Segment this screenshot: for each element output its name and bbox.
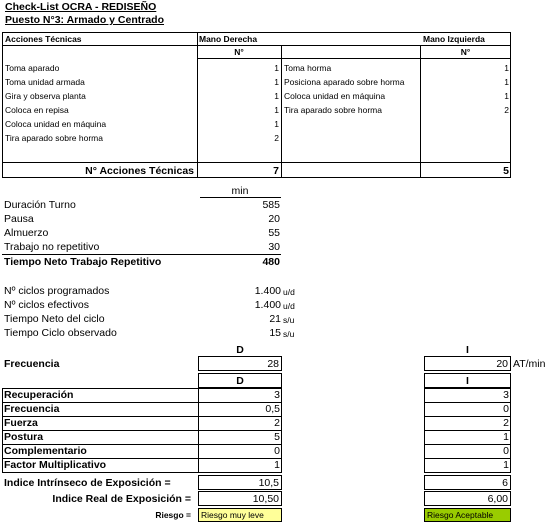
cycle-row-label: Tiempo Ciclo observado: [4, 327, 117, 339]
frequency-unit: AT/min: [513, 358, 546, 370]
cycle-row-value: 1.400: [254, 299, 281, 311]
total-left-hand: 5: [503, 165, 509, 177]
intrinsic-index-i: 6: [424, 475, 511, 490]
factor-i-value: 2: [503, 417, 509, 429]
left-hand-item-count: 1: [504, 91, 509, 101]
factor-i-value: 0: [503, 445, 509, 457]
right-hand-header: Mano Derecha: [199, 34, 258, 44]
left-hand-item-label: Posiciona aparado sobre horma: [284, 77, 405, 87]
cycle-row-unit: u/d: [283, 287, 295, 297]
cycle-row-unit: u/d: [283, 301, 295, 311]
time-row-value: 20: [268, 213, 280, 225]
real-index-d: 10,50: [198, 491, 282, 506]
right-hand-n-header: N°: [234, 47, 244, 57]
time-row-value: 585: [262, 199, 280, 211]
right-hand-item-label: Coloca en repisa: [5, 105, 69, 115]
right-hand-item-count: 2: [274, 133, 279, 143]
freq-d-header: D: [236, 344, 244, 356]
factor-d-value: 0: [274, 445, 280, 457]
frequency-i-value: 20: [424, 356, 511, 371]
factor-i-value: 1: [503, 459, 509, 471]
factor-i-value: 1: [503, 431, 509, 443]
page-subtitle: Puesto N°3: Armado y Centrado: [5, 14, 165, 26]
cycle-row-label: Tiempo Neto del ciclo: [4, 313, 105, 325]
cycle-row-label: Nº ciclos programados: [4, 285, 110, 297]
factor-d-value: 2: [274, 417, 280, 429]
cycle-row-label: Nº ciclos efectivos: [4, 299, 89, 311]
time-row-label: Duración Turno: [4, 199, 76, 211]
left-hand-item-label: Coloca unidad en máquina: [284, 91, 386, 101]
left-hand-item-label: Tira aparado sobre horma: [284, 105, 382, 115]
factor-label: Factor Multiplicativo: [4, 459, 107, 471]
net-time-label: Tiempo Neto Trabajo Repetitivo: [4, 256, 162, 268]
factor-label: Frecuencia: [4, 403, 60, 415]
right-hand-item-count: 1: [274, 119, 279, 129]
factors-d-header: D: [198, 373, 282, 388]
right-hand-item-label: Tira aparado sobre horma: [5, 133, 103, 143]
cycle-row-unit: s/u: [283, 329, 295, 339]
cycle-row-value: 15: [269, 327, 281, 339]
intrinsic-index-d: 10,5: [198, 475, 282, 490]
right-hand-item-label: Gira y observa planta: [5, 91, 86, 101]
time-row-value: 30: [268, 241, 280, 253]
freq-i-header: I: [466, 344, 469, 356]
intrinsic-index-label: Indice Intrínseco de Exposición =: [4, 477, 171, 489]
risk-label: Riesgo =: [155, 510, 191, 520]
cycle-row-value: 1.400: [254, 285, 281, 297]
right-hand-item-count: 1: [274, 91, 279, 101]
real-index-i: 6,00: [424, 491, 511, 506]
time-unit-header: min: [231, 185, 249, 197]
time-row-label: Almuerzo: [4, 227, 49, 239]
factor-label: Complementario: [4, 445, 87, 457]
right-hand-item-count: 1: [274, 105, 279, 115]
time-row-label: Trabajo no repetitivo: [4, 241, 100, 253]
left-hand-header: Mano Izquierda: [423, 34, 485, 44]
factor-i-value: 3: [503, 389, 509, 401]
left-hand-item-label: Toma horma: [284, 63, 332, 73]
right-hand-item-label: Coloca unidad en máquina: [5, 119, 107, 129]
total-actions-label: N° Acciones Técnicas: [85, 165, 194, 177]
risk-i-badge: Riesgo Aceptable: [424, 508, 511, 522]
factor-d-value: 5: [274, 431, 280, 443]
risk-d-badge: Riesgo muy leve: [198, 508, 282, 522]
right-hand-item-count: 1: [274, 63, 279, 73]
time-row-value: 55: [268, 227, 280, 239]
right-hand-item-label: Toma aparado: [5, 63, 60, 73]
net-time-value: 480: [262, 256, 280, 268]
right-hand-item-count: 1: [274, 77, 279, 87]
frequency-label: Frecuencia: [4, 358, 60, 370]
left-hand-item-count: 1: [504, 63, 509, 73]
factor-label: Postura: [4, 431, 44, 443]
actions-header-label: Acciones Técnicas: [5, 34, 82, 44]
left-hand-item-count: 2: [504, 105, 509, 115]
frequency-d-value: 28: [198, 356, 282, 371]
left-hand-item-count: 1: [504, 77, 509, 87]
factor-d-value: 3: [274, 389, 280, 401]
page-title: Check-List OCRA - REDISEÑO: [5, 1, 157, 13]
factor-i-value: 0: [503, 403, 509, 415]
factor-d-value: 0,5: [265, 403, 280, 415]
right-hand-item-label: Toma unidad armada: [5, 77, 85, 87]
cycle-row-value: 21: [269, 313, 281, 325]
factor-label: Fuerza: [4, 417, 38, 429]
cycle-row-unit: s/u: [283, 315, 295, 325]
factor-label: Recuperación: [4, 389, 74, 401]
factor-d-value: 1: [274, 459, 280, 471]
real-index-label: Indice Real de Exposición =: [52, 493, 191, 505]
time-row-label: Pausa: [4, 213, 34, 225]
left-hand-n-header: N°: [460, 47, 471, 57]
total-right-hand: 7: [273, 165, 279, 177]
factors-i-header: I: [424, 373, 511, 388]
